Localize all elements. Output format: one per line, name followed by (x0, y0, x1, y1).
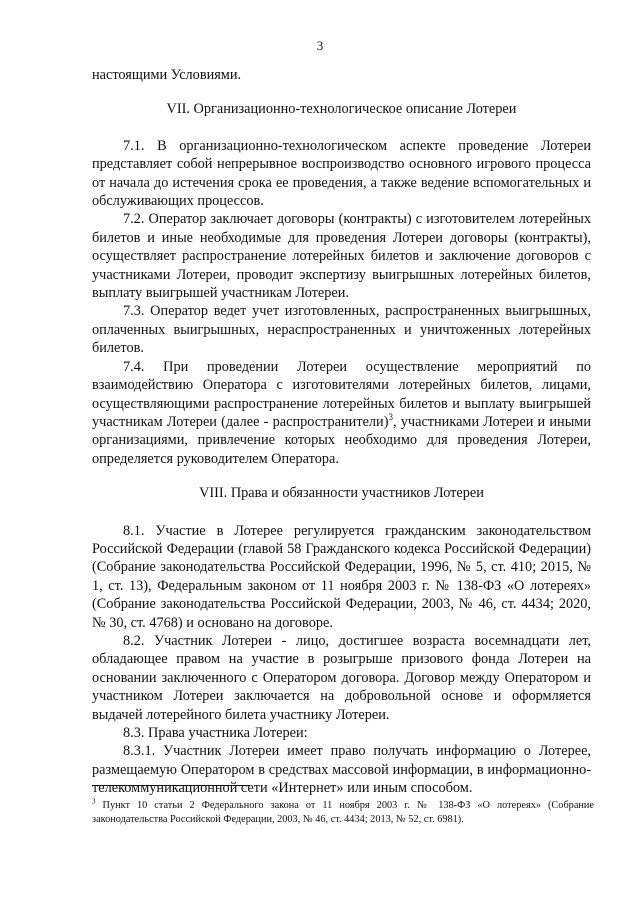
paragraph-7-1: 7.1. В организационно-технологическом аспекте проведение Лотереи представляет собой непрерывное воспроизводство основного игрового процесса от начала до истечения срока ее проведения, а также ведение вспомогательных и обслуживающих процессов. (92, 137, 591, 210)
page-number: 3 (316, 38, 324, 53)
paragraph-8-3-1: 8.3.1. Участник Лотереи имеет право получать информацию о Лотерее, размещаемую Оператором в средствах массовой информации, в информационно-телекоммуникационной сети «Интернет» или иным способом. (92, 743, 591, 797)
continuation-line: настоящими Условиями. (92, 67, 242, 83)
paragraph-8-1: 8.1. Участие в Лотерее регулируется гражданским законодательством Российской Федерации (главой 58 Гражданского кодекса Российской Федерации) (Собрание законодательства Российской Федерации, 1996, № 5, ст. 410; 2015, № 1, ст. 13), Федеральным законом от 11 ноября 2003 г. № 138-ФЗ «О лотереях» (Собрание законодательства Российской Федерации, 2003, № 46, ст. 4434; 2020, № 30, ст. 4768) и основано на договоре. (92, 522, 591, 631)
section-7-title: VII. Организационно-технологическое описание Лотереи (166, 101, 517, 118)
paragraph-8-3: 8.3. Права участника Лотереи: (123, 725, 308, 741)
page-body (92, 66, 591, 798)
paragraph-7-4-text-a: 7.4. При проведении Лотереи осуществление мероприятий по взаимодействию Оператора с изготовителями лотерейных билетов, лицами, осуществляющими распространение лотерейных билетов и выплату выигрышей участникам Лотереи (далее - распространители) (92, 358, 591, 430)
section-8-title: VIII. Права и обязанности участников Лотереи (199, 485, 484, 502)
footnote-divider (92, 785, 250, 786)
footnote-reference: 3 (388, 412, 393, 423)
footnote-text: Пункт 10 статьи 2 Федерального закона от 11 ноября 2003 г. № 138-ФЗ «О лотереях» (Собрание законодательства Российской Федерации, 2003, № 46, ст. 4434; 2013, № 52, ст. 6981). (92, 800, 594, 825)
footnote-marker: 3 (92, 797, 96, 806)
paragraph-7-4 (92, 358, 591, 468)
paragraph-7-2: 7.2. Оператор заключает договоры (контракты) с изготовителем лотерейных билетов и иные необходимые для проведения Лотереи договоры (контракты), осуществляет распространение лотерейных билетов и заключение договоров с участниками Лотереи, проводит экспертизу выигрышных лотерейных билетов, выплату выигрышей участникам Лотереи. (92, 211, 591, 302)
paragraph-7-4-text-b: , участниками Лотереи и иными организациями, привлечение которых необходимо для проведения Лотереи, определяется руководителем Оператора. (92, 413, 591, 467)
paragraph-7-3: 7.3. Оператор ведет учет изготовленных, распространенных выигрышных, оплаченных выигрышных, нераспространенных и уничтоженных лотерейных билетов. (92, 303, 591, 357)
footnote (92, 799, 594, 827)
paragraph-8-2: 8.2. Участник Лотереи - лицо, достигшее возраста восемнадцати лет, обладающее правом на участие в розыгрыше призового фонда Лотереи на основании заключенного с Оператором договора. Договор между Оператором и участником Лотереи заключается на добровольной основе и оформляется выдачей лотерейного билета участнику Лотереи. (92, 632, 591, 723)
